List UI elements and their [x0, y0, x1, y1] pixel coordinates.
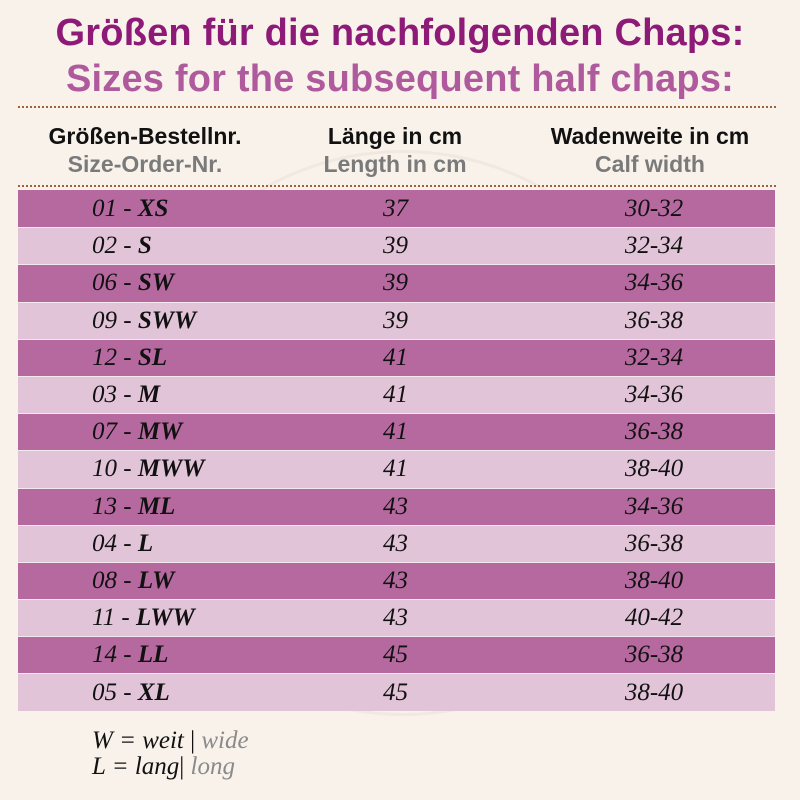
length-cell: 43 [383, 566, 408, 594]
legend-long-de: L = lang [92, 753, 180, 780]
size-code: SL [137, 343, 168, 371]
order-number: 14 - [92, 641, 138, 669]
order-number-cell [18, 641, 268, 669]
order-number-cell [18, 455, 268, 483]
table-row [18, 376, 775, 413]
table-row [18, 227, 775, 264]
header-length-en: Length in cm [323, 151, 467, 177]
order-number: 11 - [92, 604, 136, 632]
length-cell: 39 [383, 232, 408, 260]
order-number-cell [18, 232, 268, 260]
legend-wide-separator: | [183, 727, 202, 754]
calf-width-cell: 34-36 [624, 492, 684, 520]
table-row [18, 488, 775, 525]
order-number: 12 - [92, 343, 138, 371]
order-number-cell [18, 567, 268, 595]
size-code: SWW [137, 306, 197, 334]
table-row [18, 450, 775, 487]
calf-width-cell: 32-34 [624, 232, 684, 260]
order-number: 01 - [92, 194, 138, 222]
table-row [18, 636, 775, 673]
length-cell: 43 [383, 529, 408, 557]
length-cell: 37 [383, 194, 408, 222]
length-cell: 45 [383, 641, 408, 669]
calf-width-cell: 34-36 [624, 269, 684, 297]
table-row [18, 190, 775, 227]
legend [92, 728, 249, 780]
legend-line-wide [92, 728, 249, 754]
title-german: Größen für die nachfolgenden Chaps: [55, 12, 745, 54]
table-row [18, 339, 775, 376]
size-code: MWW [137, 455, 205, 483]
size-code: XS [137, 194, 169, 222]
header-order-number-de: Größen-Bestellnr. [48, 123, 242, 149]
calf-width-cell: 36-38 [624, 306, 684, 334]
order-number: 07 - [92, 418, 138, 446]
calf-width-cell: 38-40 [624, 678, 684, 706]
order-number: 05 - [92, 678, 138, 706]
calf-width-cell: 36-38 [624, 529, 684, 557]
table-row [18, 302, 775, 339]
order-number-cell [18, 418, 268, 446]
calf-width-cell: 36-38 [624, 641, 684, 669]
length-cell: 43 [383, 492, 408, 520]
size-code: SW [137, 269, 174, 297]
header-length-de: Länge in cm [327, 123, 463, 149]
order-number-cell [18, 269, 268, 297]
length-cell: 41 [383, 455, 408, 483]
size-code: S [137, 232, 152, 260]
calf-width-cell: 32-34 [624, 343, 684, 371]
length-cell: 41 [383, 418, 408, 446]
order-number: 09 - [92, 306, 138, 334]
header-order-number-en: Size-Order-Nr. [67, 151, 223, 177]
size-code: MW [137, 418, 183, 446]
order-number: 08 - [92, 566, 138, 594]
legend-line-long [92, 754, 249, 780]
header-calf-width-de: Wadenweite in cm [550, 123, 750, 149]
length-cell: 41 [383, 343, 408, 371]
order-number-cell [18, 530, 268, 558]
header-order-number [20, 122, 270, 178]
calf-width-cell: 38-40 [624, 455, 684, 483]
title-english: Sizes for the subsequent half chaps: [65, 58, 735, 100]
calf-width-cell: 38-40 [624, 566, 684, 594]
calf-width-cell: 36-38 [624, 418, 684, 446]
table-row [18, 599, 775, 636]
length-cell: 39 [383, 306, 408, 334]
header-length [290, 122, 500, 178]
order-number-cell [18, 195, 268, 223]
calf-width-cell: 30-32 [624, 194, 684, 222]
header-calf-width [520, 122, 780, 178]
size-code: LL [137, 641, 169, 669]
table-row [18, 413, 775, 450]
order-number: 04 - [92, 529, 138, 557]
table-row [18, 264, 775, 301]
order-number: 03 - [92, 381, 138, 409]
size-code: XL [137, 678, 170, 706]
table-row [18, 525, 775, 562]
dotted-divider-header [18, 185, 776, 187]
dotted-divider-top [18, 106, 776, 108]
order-number-cell [18, 344, 268, 372]
order-number: 13 - [92, 492, 138, 520]
legend-long-separator: | [179, 753, 191, 780]
size-code: LWW [135, 604, 195, 632]
legend-long-en: long [190, 753, 235, 780]
order-number-cell [18, 604, 268, 632]
length-cell: 41 [383, 381, 408, 409]
size-table [18, 190, 775, 711]
size-code: LW [137, 566, 175, 594]
order-number: 10 - [92, 455, 138, 483]
legend-wide-en: wide [201, 727, 249, 754]
size-code: ML [137, 492, 176, 520]
size-code: L [137, 529, 154, 557]
order-number-cell [18, 679, 268, 707]
order-number: 02 - [92, 232, 138, 260]
calf-width-cell: 34-36 [624, 381, 684, 409]
size-code: M [137, 381, 161, 409]
table-row [18, 673, 775, 710]
calf-width-cell: 40-42 [624, 604, 684, 632]
legend-wide-de: W = weit [92, 727, 184, 754]
order-number-cell [18, 493, 268, 521]
order-number-cell [18, 381, 268, 409]
order-number: 06 - [92, 269, 138, 297]
length-cell: 43 [383, 604, 408, 632]
table-row [18, 562, 775, 599]
length-cell: 39 [383, 269, 408, 297]
length-cell: 45 [383, 678, 408, 706]
order-number-cell [18, 307, 268, 335]
header-calf-width-en: Calf width [595, 151, 705, 177]
